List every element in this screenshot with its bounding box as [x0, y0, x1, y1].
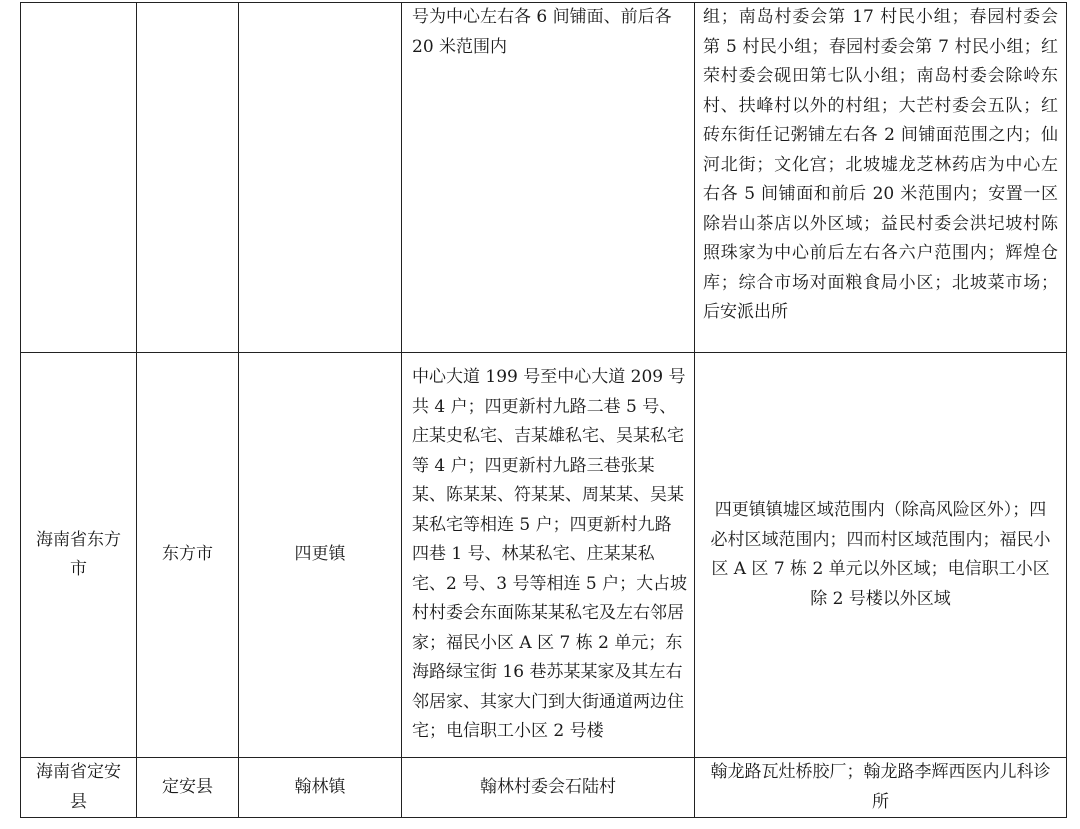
province-cell: 海南省定安县: [21, 758, 137, 818]
town-cell: 翰林镇: [239, 758, 402, 818]
province-cell: [21, 3, 137, 353]
city-cell: 定安县: [137, 758, 239, 818]
high-risk-cell: 号为中心左右各 6 间铺面、前后各 20 米范围内: [402, 3, 695, 353]
table-row: [21, 353, 1067, 758]
risk-area-table: [20, 2, 1067, 818]
city-cell: 东方市: [137, 353, 239, 758]
medium-risk-cell: 翰龙路瓦灶桥胶厂；翰龙路李辉西医内儿科诊所: [695, 758, 1067, 818]
town-cell: [239, 3, 402, 353]
town-cell: 四更镇: [239, 353, 402, 758]
city-cell: [137, 3, 239, 353]
high-risk-cell: 中心大道 199 号至中心大道 209 号共 4 户；四更新村九路二巷 5 号、庄某史私宅、吉某雄私宅、吴某私宅等 4 户；四更新村九路三巷张某某、陈某某、符某某、周某某、吴某某私宅等相连 5 户；四更新村九路四巷 1 号、林某私宅、庄某某私宅、2 号、3 号等相连 5 户；大占坡村村委会东面陈某某私宅及左右邻居家；福民小区 A 区 7 栋 2 单元；东海路绿宝街 16 巷苏某某家及其左右邻居家、其家大门到大街通道两边住宅；电信职工小区 2 号楼: [402, 353, 695, 758]
table-row: [21, 758, 1067, 818]
medium-risk-cell: 组；南岛村委会第 17 村民小组；春园村委会第 5 村民小组；春园村委会第 7 村民小组；红荣村委会砚田第七队小组；南岛村委会除岭东村、扶峰村以外的村组；大芒村委会五队；红砖东街任记粥铺左右各 2 间铺面范围之内；仙河北街；文化宫；北坡墟龙芝林药店为中心左右各 5 间铺面和前后 20 米范围内；安置一区除岩山茶店以外区域；益民村委会洪圮坡村陈照珠家为中心前后左右各六户范围内；辉煌仓库；综合市场对面粮食局小区；北坡菜市场；后安派出所: [695, 3, 1067, 353]
medium-risk-cell: 四更镇镇墟区域范围内（除高风险区外）；四必村区域范围内；四而村区域范围内；福民小区 A 区 7 栋 2 单元以外区域；电信职工小区除 2 号楼以外区域: [695, 353, 1067, 758]
province-cell: 海南省东方市: [21, 353, 137, 758]
high-risk-cell: 翰林村委会石陆村: [402, 758, 695, 818]
table-row: [21, 3, 1067, 353]
